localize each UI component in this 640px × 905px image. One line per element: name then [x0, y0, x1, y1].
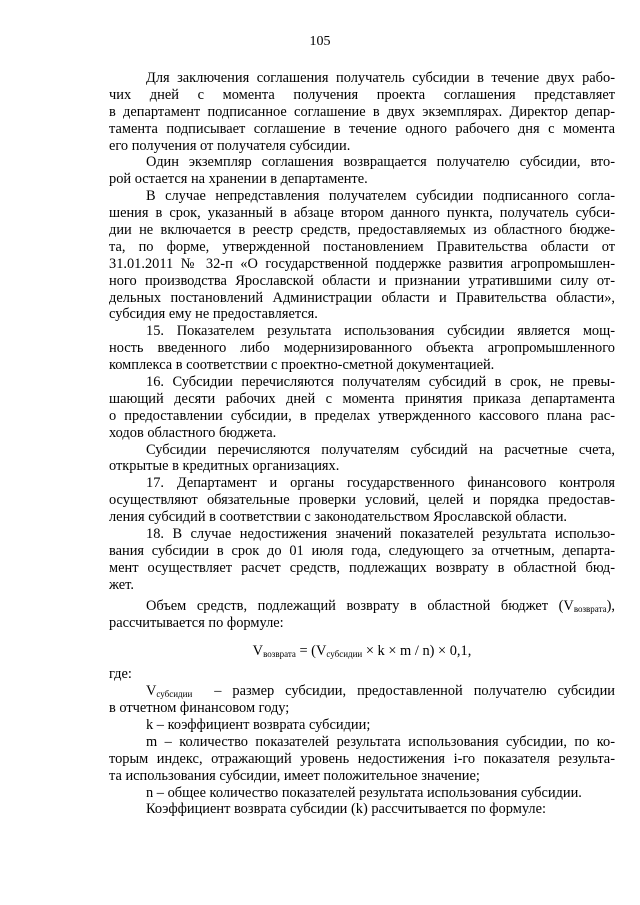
text-line: субсидия ему не предоставляется. — [109, 306, 318, 323]
text-line: шающий десяти рабочих дней с момента принятия приказа департамента — [109, 390, 615, 407]
definition-v-subsidy: $V_{субсидии}$ – размер субсидии, предоставленной получателю субсидии — [146, 683, 615, 700]
definition-m-cont: торым индекс, отражающий уровень недостижения i-го показателя результа- — [109, 750, 615, 767]
text-line: вания субсидии в срок до 01 июля года, следующего за отчетным, департа- — [109, 542, 615, 559]
text-line: дельных постановлений Администрации области и Правительства области», — [109, 289, 615, 306]
text-line: шения в срок, указанный в абзаце втором данного пункта, получатель субси- — [109, 205, 615, 222]
paragraph-block — [109, 70, 615, 594]
body-text — [109, 70, 615, 818]
text-line: осуществляют обязательные проверки условий, целей и порядка предостав- — [109, 492, 615, 509]
text-line: тамента подписывает соглашение в течение одного рабочего дня с момента — [109, 120, 615, 137]
where-label: где: — [109, 666, 132, 683]
text-line: ность введенного либо модернизированного объекта агропромышленного — [109, 340, 615, 357]
text-line: ходов областного бюджета. — [109, 424, 277, 441]
definition-v-subsidy-cont: в отчетном финансовом году; — [109, 700, 290, 717]
text-line: в департамент подписанное соглашение в двух экземплярах. Директор депар- — [109, 103, 615, 120]
text-line: комплекса в соответствии с проектно-сметной документацией. — [109, 357, 495, 374]
coefficient-intro: Коэффициент возврата субсидии (k) рассчитывается по формуле: — [146, 801, 546, 818]
text-line: чих дней с момента получения проекта соглашения представляет — [109, 86, 615, 103]
refund-intro-line: Объем средств, подлежащий возврату в областной бюджет $(V_{возврата})$, — [146, 597, 615, 614]
text-line: 16. Субсидии перечисляются получателям субсидий в срок, не превы- — [146, 374, 615, 391]
text-line: мент осуществляет расчет средств, подлежащих возврату в областной бюд- — [109, 559, 615, 576]
text-line: 31.01.2011 № 32-п «О государственной поддержке развития агропромышлен- — [109, 255, 615, 272]
text-line: открытые в кредитных организациях. — [109, 458, 340, 475]
text-line: 17. Департамент и органы государственного финансового контроля — [146, 475, 615, 492]
text-line: о предоставлении субсидии, в пределах утвержденного кассового плана рас- — [109, 407, 615, 424]
text-line: ления субсидий в соответствии с законодательством Ярославской области. — [109, 509, 568, 526]
text-line: та, по форме, утвержденной постановлением Правительства области от — [109, 238, 615, 255]
definition-m-cont-2: та использования субсидии, имеет положительное значение; — [109, 767, 480, 784]
text-line: дии не включается в реестр средств, предоставляемых из областного бюдже- — [109, 222, 615, 239]
text-line: 15. Показателем результата использования субсидии является мощ- — [146, 323, 615, 340]
text-line: ного производства Ярославской области и признании утратившими силу от- — [109, 272, 615, 289]
refund-intro-line-2: рассчитывается по формуле: — [109, 614, 284, 631]
page-number: 105 — [309, 34, 331, 49]
definition-n: n – общее количество показателей результата использования субсидии. — [146, 784, 582, 801]
text-line: 18. В случае недостижения значений показателей результата использо- — [146, 526, 615, 543]
text-line: рой остается на хранении в департаменте. — [109, 171, 368, 188]
text-line: Субсидии перечисляются получателям субсидий на расчетные счета, — [146, 441, 615, 458]
text-line: В случае непредставления получателем субсидии подписанного согла- — [146, 188, 615, 205]
definition-k: k – коэффициент возврата субсидии; — [146, 716, 371, 733]
definition-m: m – количество показателей результата использования субсидии, по ко- — [146, 733, 615, 750]
text-line: жет. — [109, 576, 134, 593]
text-line: Один экземпляр соглашения возвращается получателю субсидии, вто- — [146, 154, 615, 171]
text-line: его получения от получателя субсидии. — [109, 137, 351, 154]
refund-formula: $V_{возврата} = (V_{субсидии} \times k \times m / n) \times 0,1$, — [252, 643, 472, 660]
text-line: Для заключения соглашения получатель субсидии в течение двух рабо- — [146, 70, 615, 86]
